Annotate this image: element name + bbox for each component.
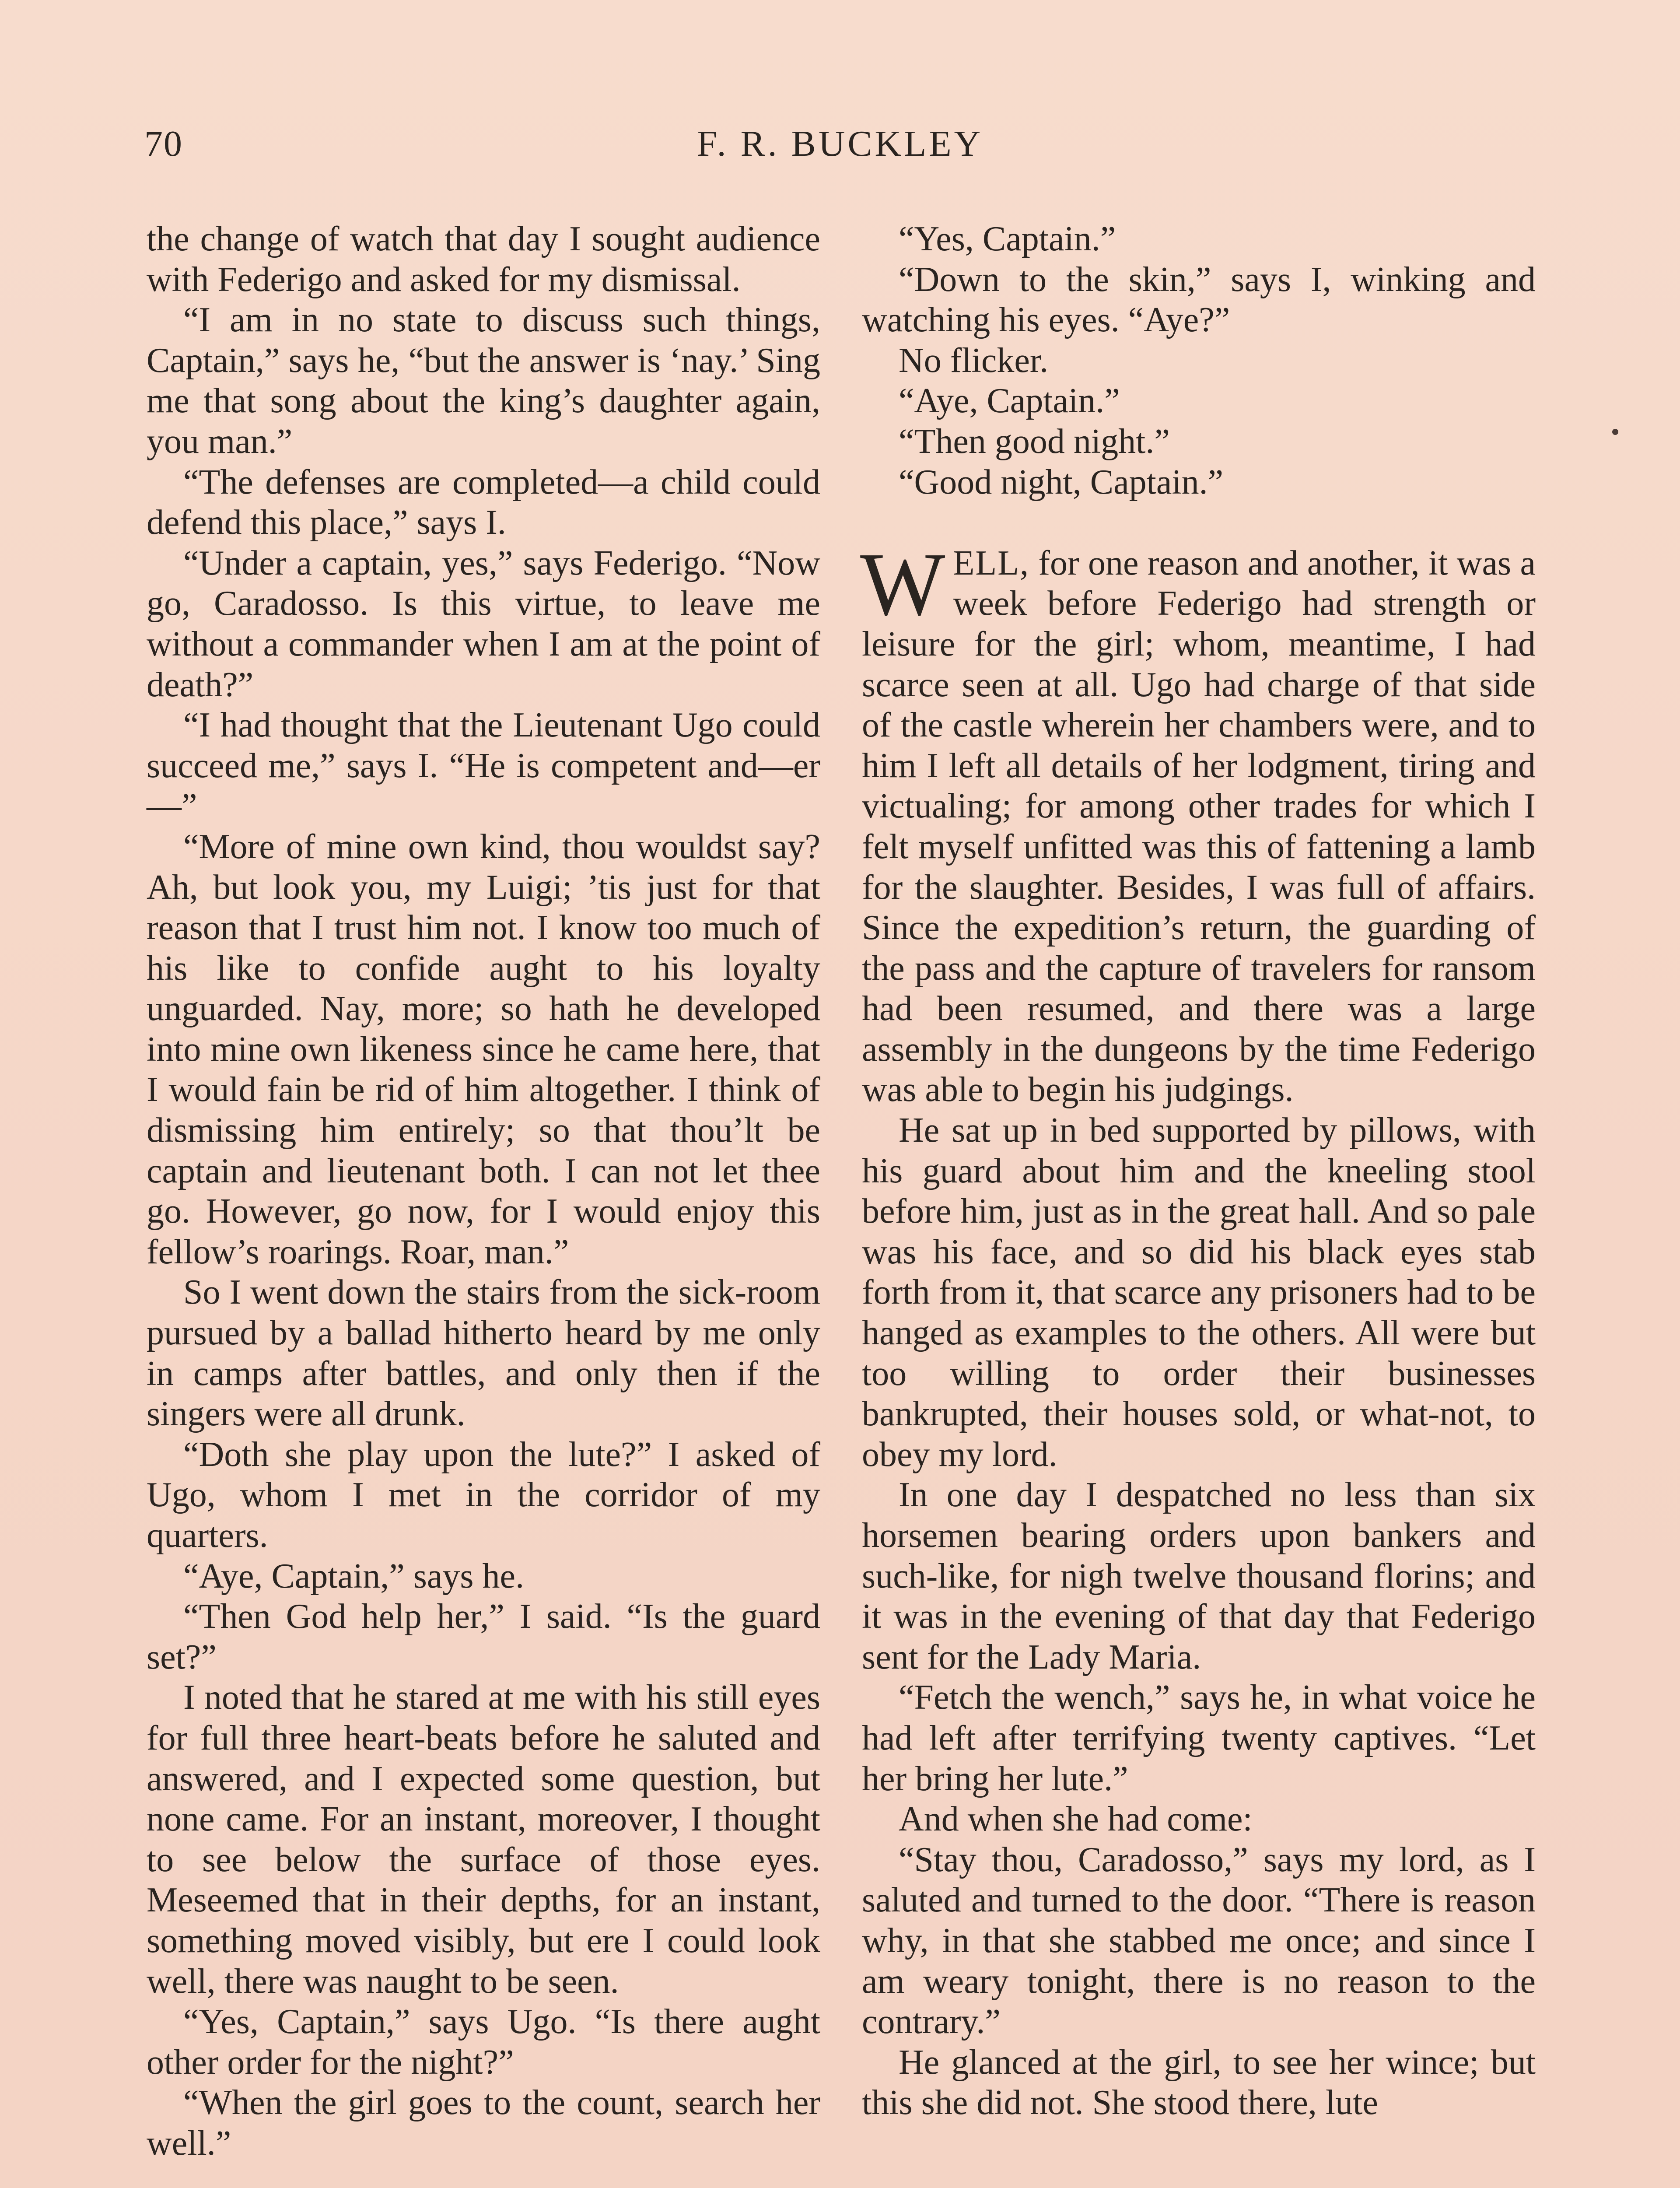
paragraph: “Yes, Captain.” [899,220,1116,258]
paragraph: “Under a captain, yes,” says Federigo. “Now go, Caradosso. Is this virtue, to leave me without a commander when I am at the point of death?” [147,543,820,704]
paragraph: “Fetch the wench,” says he, in what voice he had left after terrifying twenty captives. “Let her bring her lute.” [862,1678,1536,1798]
running-head-author: F. R. BUCKLEY [696,123,984,164]
paragraph: No flicker. [899,341,1049,380]
paragraph: “I am in no state to discuss such things, Captain,” says he, “but the answer is ‘nay.’ Sing me that song about the king’s daughter again, you man.” [147,301,820,461]
drop-cap-letter: W [860,533,945,634]
print-speck [1612,429,1618,435]
paragraph: I noted that he stared at me with his still eyes for full three heart-beats before he saluted and answered, and I expected some question, but none came. For an instant, moreover, I thought to see below the surface of those eyes. Meseemed that in their depths, for an instant, something moved visibly, but ere I could look well, there was naught to be seen. [147,1678,820,2001]
paragraph: “Doth she play upon the lute?” I asked of Ugo, whom I met in the corridor of my quarters. [147,1435,820,1555]
paragraph: “The defenses are completed—a child could defend this place,” says I. [147,463,820,542]
left-text-column [147,219,820,2164]
paragraph: He sat up in bed supported by pillows, with his guard about him and the kneeling stool before him, just as in the great hall. And so pale was his face, and so did his black eyes stab forth from it, that scarce any prisoners had to be hanged as examples to the others. All were but too willing to order their businesses bankrupted, their houses sold, or what-not, to obey my lord. [862,1111,1536,1474]
paragraph: “Yes, Captain,” says Ugo. “Is there aught other order for the night?” [147,2002,820,2082]
paragraph: So I went down the stairs from the sick-room pursued by a ballad hitherto heard by me only in camps after battles, and only then if the singers were all drunk. [147,1273,820,1434]
paragraph: He glanced at the girl, to see her wince; but this she did not. She stood there, lute [862,2043,1536,2122]
dropcap-paragraph [860,533,1536,1110]
paragraph: “Good night, Captain.” [899,463,1224,501]
page-number: 70 [144,123,183,164]
paragraph-text: for one reason and another, it was a week before Federigo had strength or leisure for the girl; whom, meantime, I had scarce seen at all. Ugo had charge of that side of the castle wherein her chambers were, and to him I left all details of her lodgment, tiring and victualing; for among other trades for which I felt myself unfitted was this of fattening a lamb for the slaughter. Besides, I was full of affairs. Since the expedition’s return, the guarding of the pass and the capture of travelers for ransom had been resumed, and there was a large assembly in the dungeons by the time Federigo was able to begin his judgings. [862,543,1536,1109]
paragraph: And when she had come: [899,1800,1253,1839]
paragraph: In one day I despatched no less than six horsemen bearing orders upon bankers and such-like, for nigh twelve thousand florins; and it was in the evening of that day that Federigo sent for the Lady Maria. [862,1476,1536,1676]
paragraph: “Then good night.” [899,422,1170,461]
paragraph: the change of watch that day I sought audience with Federigo and asked for my dismissal. [147,220,820,299]
paragraph: “I had thought that the Lieutenant Ugo could succeed me,” says I. “He is competent and—er—” [147,706,820,826]
right-text-column [862,219,1536,2123]
paragraph: “Down to the skin,” says I, winking and watching his eyes. “Aye?” [862,260,1536,340]
paragraph: “Aye, Captain,” says he. [183,1557,525,1595]
paragraph: “Stay thou, Caradosso,” says my lord, as I saluted and turned to the door. “There is reason why, in that she stabbed me once; and since I am weary tonight, there is no reason to the contrary.” [862,1840,1536,2041]
smallcaps-lead: ELL, [953,543,1030,582]
paragraph: “Aye, Captain.” [899,382,1120,421]
paragraph: “Then God help her,” I said. “Is the guard set?” [147,1597,820,1676]
page-header [144,123,1536,188]
paragraph: “More of mine own kind, thou wouldst say? Ah, but look you, my Luigi; ’tis just for that reason that I trust him not. I know too much of his like to confide aught to his loyalty unguarded. Nay, more; so hath he developed into mine own likeness since he came here, that I would fain be rid of him altogether. I think of dismissing him entirely; so that thou’lt be captain and lieutenant both. I can not let thee go. However, go now, for I would enjoy this fellow’s roarings. Roar, man.” [147,827,820,1271]
paragraph: “When the girl goes to the count, search her well.” [147,2083,820,2163]
section-break [862,502,1536,543]
